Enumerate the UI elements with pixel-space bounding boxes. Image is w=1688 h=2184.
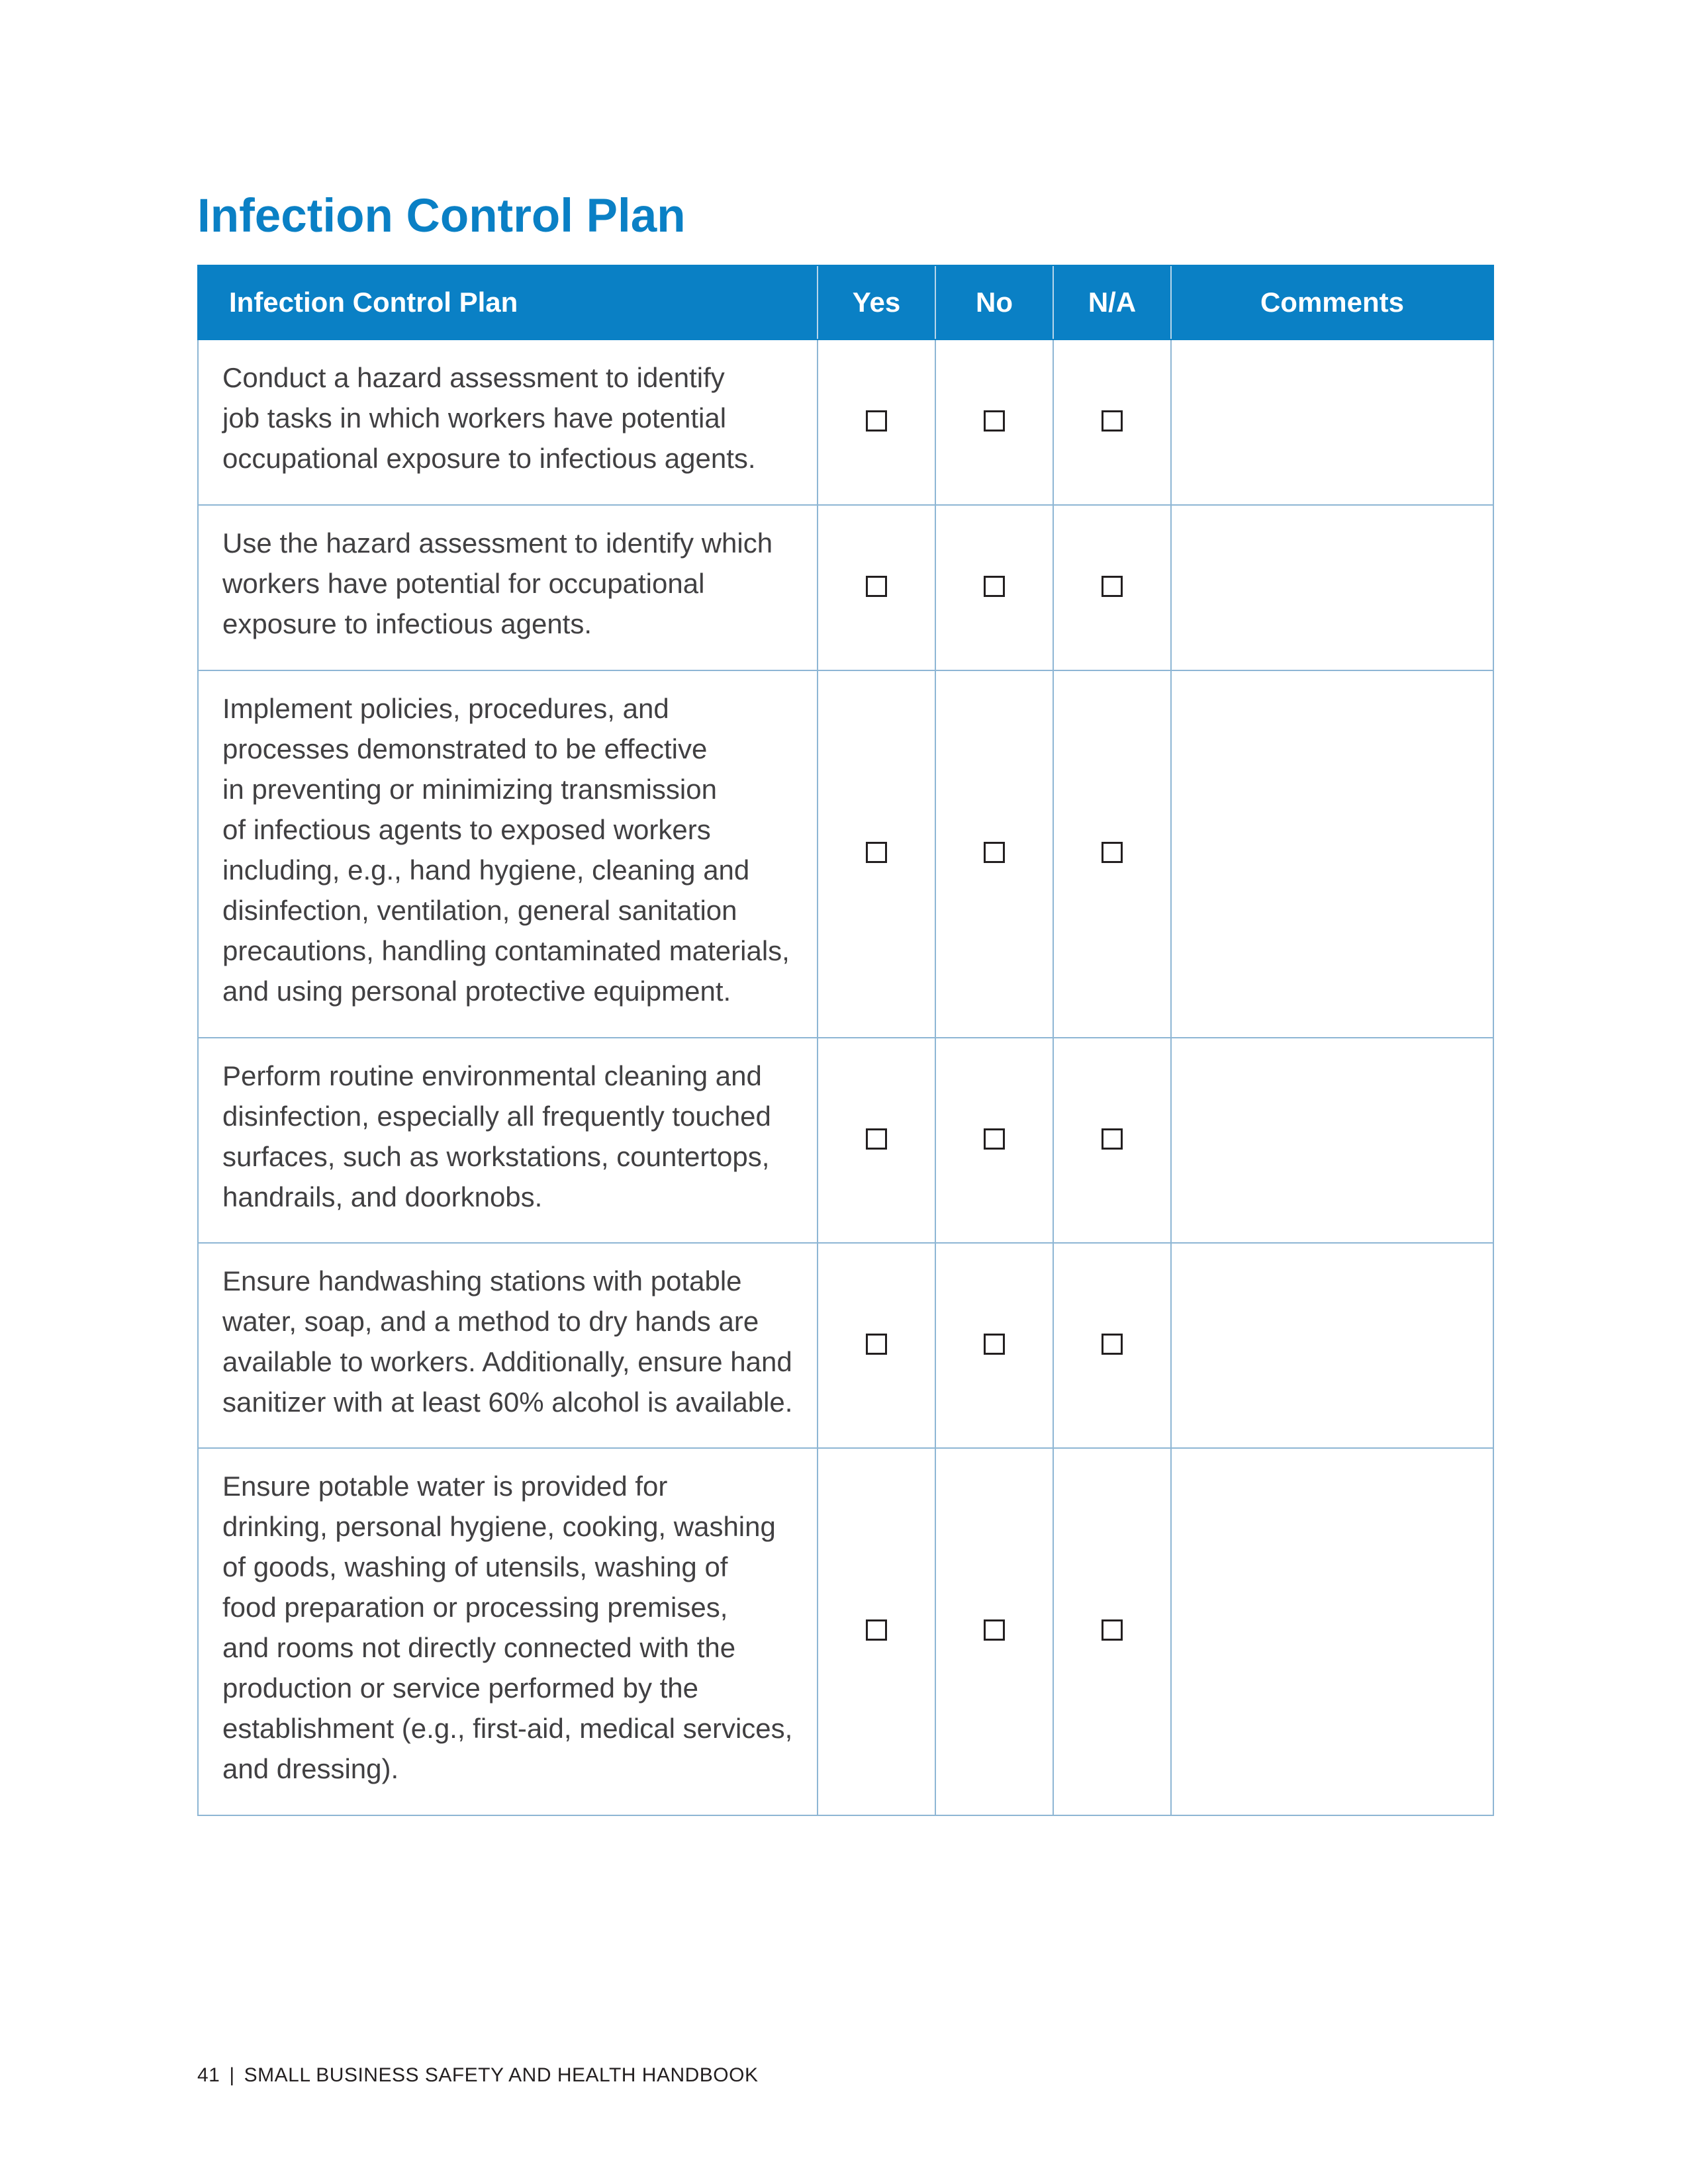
na-checkbox[interactable]: [1102, 410, 1123, 432]
na-cell: [1053, 505, 1171, 670]
no-checkbox[interactable]: [984, 576, 1005, 597]
item-text: Conduct a hazard assessment to identify job tasks in which workers have potential occupational exposure to infectious agents.: [198, 340, 818, 505]
na-cell: [1053, 670, 1171, 1038]
table-row: [198, 1038, 1493, 1243]
comments-cell[interactable]: [1171, 340, 1493, 505]
yes-checkbox[interactable]: [866, 410, 887, 432]
comments-cell[interactable]: [1171, 505, 1493, 670]
na-cell: [1053, 1448, 1171, 1815]
comments-cell[interactable]: [1171, 1448, 1493, 1815]
no-cell: [935, 505, 1053, 670]
na-cell: [1053, 340, 1171, 505]
na-checkbox[interactable]: [1102, 576, 1123, 597]
header-yes: Yes: [818, 265, 935, 340]
no-checkbox[interactable]: [984, 1619, 1005, 1641]
na-checkbox[interactable]: [1102, 1334, 1123, 1355]
comments-cell[interactable]: [1171, 1243, 1493, 1448]
table-row: [198, 1243, 1493, 1448]
yes-checkbox[interactable]: [866, 1334, 887, 1355]
yes-checkbox[interactable]: [866, 1619, 887, 1641]
no-cell: [935, 1243, 1053, 1448]
no-cell: [935, 1448, 1053, 1815]
yes-checkbox[interactable]: [866, 576, 887, 597]
yes-cell: [818, 505, 935, 670]
page-footer: [197, 2062, 759, 2089]
yes-cell: [818, 1243, 935, 1448]
item-text: Perform routine environmental cleaning and disinfection, especially all frequently touched surfaces, such as workstations, countertops, handrails, and doorknobs.: [198, 1038, 818, 1243]
header-no: No: [935, 265, 1053, 340]
footer-separator: |: [229, 2064, 235, 2086]
yes-checkbox[interactable]: [866, 1128, 887, 1150]
no-cell: [935, 340, 1053, 505]
table-row: [198, 1448, 1493, 1815]
yes-checkbox[interactable]: [866, 842, 887, 863]
yes-cell: [818, 340, 935, 505]
na-checkbox[interactable]: [1102, 1619, 1123, 1641]
header-item: Infection Control Plan: [198, 265, 818, 340]
table-header-row: [198, 265, 1493, 340]
header-comments: Comments: [1171, 265, 1493, 340]
yes-cell: [818, 1448, 935, 1815]
na-cell: [1053, 1243, 1171, 1448]
page-title: Infection Control Plan: [197, 190, 686, 242]
no-cell: [935, 1038, 1053, 1243]
no-checkbox[interactable]: [984, 1334, 1005, 1355]
publication-title: SMALL BUSINESS SAFETY AND HEALTH HANDBOOK: [244, 2064, 759, 2086]
table-row: [198, 340, 1493, 505]
infection-control-checklist: [197, 265, 1494, 1816]
yes-cell: [818, 670, 935, 1038]
header-na: N/A: [1053, 265, 1171, 340]
comments-cell[interactable]: [1171, 1038, 1493, 1243]
comments-cell[interactable]: [1171, 670, 1493, 1038]
yes-cell: [818, 1038, 935, 1243]
item-text: Implement policies, procedures, and processes demonstrated to be effective in preventing or minimizing transmission of infectious agents to exposed workers including, e.g., hand hygiene, cleaning and disinfection, ventilation, general sanitation precautions, handling contaminated materials, and using personal protective equipment.: [198, 670, 818, 1038]
page-number: 41: [197, 2064, 220, 2086]
no-cell: [935, 670, 1053, 1038]
item-text: Use the hazard assessment to identify which workers have potential for occupational exposure to infectious agents.: [198, 505, 818, 670]
no-checkbox[interactable]: [984, 410, 1005, 432]
na-checkbox[interactable]: [1102, 842, 1123, 863]
item-text: Ensure potable water is provided for drinking, personal hygiene, cooking, washing of goods, washing of utensils, washing of food preparation or processing premises, and rooms not directly connected with the production or service performed by the establishment (e.g., first-aid, medical services, and dressing).: [198, 1448, 818, 1815]
na-checkbox[interactable]: [1102, 1128, 1123, 1150]
no-checkbox[interactable]: [984, 1128, 1005, 1150]
na-cell: [1053, 1038, 1171, 1243]
no-checkbox[interactable]: [984, 842, 1005, 863]
table-row: [198, 505, 1493, 670]
table-row: [198, 670, 1493, 1038]
item-text: Ensure handwashing stations with potable water, soap, and a method to dry hands are available to workers. Additionally, ensure hand sanitizer with at least 60% alcohol is available.: [198, 1243, 818, 1448]
